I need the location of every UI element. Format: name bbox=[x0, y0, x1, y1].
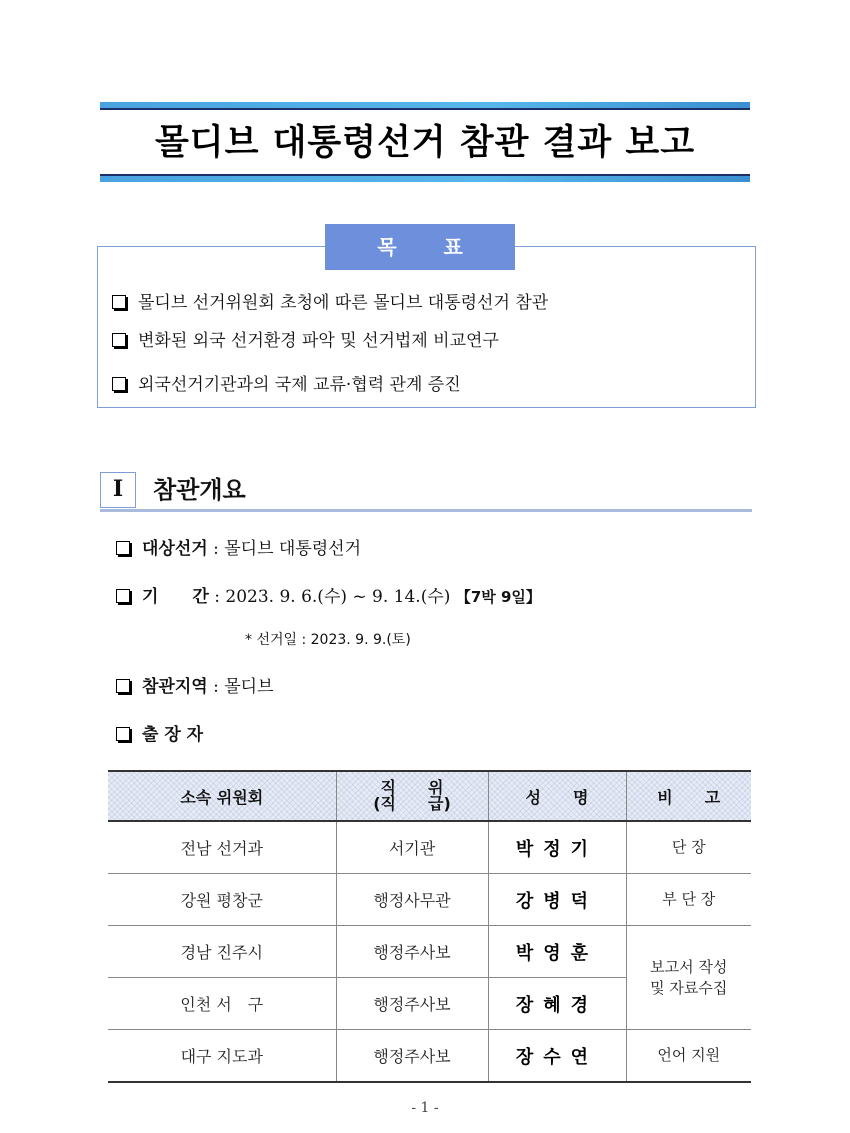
cell-name: 장혜경 bbox=[488, 978, 626, 1030]
checkbox-square-icon bbox=[112, 377, 126, 391]
cell-org: 경남 진주시 bbox=[108, 926, 336, 978]
header-position-line2: (직 급) bbox=[373, 794, 451, 813]
header-position bbox=[336, 771, 488, 821]
goal-item bbox=[112, 328, 499, 354]
goal-item bbox=[112, 372, 461, 398]
checkbox-square-icon bbox=[116, 589, 130, 603]
cell-org: 인천 서 구 bbox=[108, 978, 336, 1030]
document-title: 몰디브 대통령선거 참관 결과 보고 bbox=[154, 123, 696, 163]
section-title: 참관개요 bbox=[153, 476, 246, 504]
table-row bbox=[108, 821, 751, 874]
checkbox-square-icon bbox=[116, 541, 130, 555]
overview-period bbox=[116, 583, 541, 611]
target-value: : 몰디브 대통령선거 bbox=[213, 539, 362, 559]
table-row bbox=[108, 874, 751, 926]
cell-note-merged: 보고서 작성 및 자료수집 bbox=[626, 926, 751, 1030]
cell-org: 대구 지도과 bbox=[108, 1030, 336, 1083]
cell-note: 단 장 bbox=[626, 821, 751, 874]
target-label: 대상선거 bbox=[142, 539, 208, 559]
table-header-row bbox=[108, 771, 751, 821]
region-value: : 몰디브 bbox=[213, 677, 274, 697]
goal-tag: 목 표 bbox=[325, 224, 515, 270]
cell-name: 장수연 bbox=[488, 1030, 626, 1083]
cell-name: 박정기 bbox=[488, 821, 626, 874]
overview-target bbox=[116, 535, 361, 563]
header-name: 성 명 bbox=[488, 771, 626, 821]
members-table bbox=[108, 770, 751, 1083]
header-position-line1: 직 위 bbox=[380, 778, 444, 797]
header-note: 비 고 bbox=[626, 771, 751, 821]
election-day-note: * 선거일 : 2023. 9. 9.(토) bbox=[245, 632, 411, 648]
checkbox-square-icon bbox=[116, 727, 130, 741]
table-row bbox=[108, 1030, 751, 1083]
checkbox-square-icon bbox=[112, 295, 126, 309]
title-top-rule-dark bbox=[100, 108, 750, 110]
cell-position: 행정주사보 bbox=[336, 978, 488, 1030]
page-number: - 1 - bbox=[411, 1100, 439, 1116]
cell-note: 언어 지원 bbox=[626, 1030, 751, 1083]
cell-position: 행정주사보 bbox=[336, 926, 488, 978]
overview-members bbox=[116, 721, 203, 749]
header-org: 소속 위원회 bbox=[108, 771, 336, 821]
cell-position: 서기관 bbox=[336, 821, 488, 874]
section-number: I bbox=[100, 472, 136, 508]
cell-name: 박영훈 bbox=[488, 926, 626, 978]
cell-note: 부 단 장 bbox=[626, 874, 751, 926]
cell-position: 행정주사보 bbox=[336, 1030, 488, 1083]
members-label: 출 장 자 bbox=[142, 725, 204, 745]
checkbox-square-icon bbox=[112, 333, 126, 347]
period-extra: 【7박 9일】 bbox=[455, 588, 541, 606]
cell-name: 강병덕 bbox=[488, 874, 626, 926]
checkbox-square-icon bbox=[116, 679, 130, 693]
title-bottom-rule bbox=[100, 176, 750, 182]
overview-region bbox=[116, 673, 274, 701]
goal-item-text: 몰디브 선거위원회 초청에 따른 몰디브 대통령선거 참관 bbox=[138, 293, 549, 313]
cell-position: 행정사무관 bbox=[336, 874, 488, 926]
goal-item bbox=[112, 290, 548, 316]
region-label: 참관지역 bbox=[142, 677, 208, 697]
table-row bbox=[108, 926, 751, 978]
period-label: 기 간 bbox=[142, 587, 209, 607]
cell-org: 전남 선거과 bbox=[108, 821, 336, 874]
cell-org: 강원 평창군 bbox=[108, 874, 336, 926]
goal-item-text: 변화된 외국 선거환경 파악 및 선거법제 비교연구 bbox=[138, 331, 499, 351]
section-rule bbox=[100, 509, 752, 512]
goal-item-text: 외국선거기관과의 국제 교류·협력 관계 증진 bbox=[138, 375, 461, 395]
period-value: : 2023. 9. 6.(수) ~ 9. 14.(수) bbox=[214, 587, 451, 607]
